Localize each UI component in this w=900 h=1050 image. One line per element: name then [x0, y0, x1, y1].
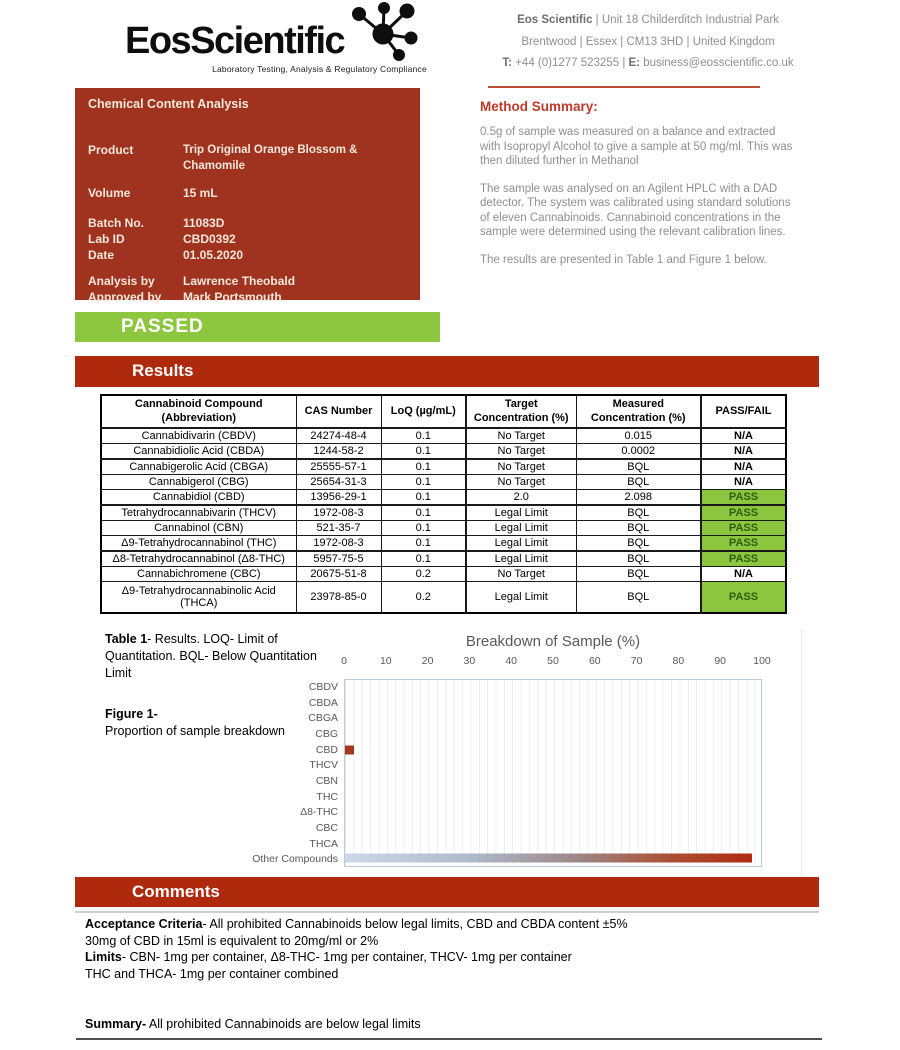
- status-cell: N/A: [701, 475, 786, 490]
- chart-category-labels: [230, 679, 338, 867]
- status-cell: N/A: [701, 459, 786, 475]
- x-tick-label: 100: [753, 655, 771, 667]
- chart-category-label: THCA: [309, 837, 338, 850]
- chart-category-label: CBC: [315, 821, 338, 834]
- comments-body: [85, 916, 805, 982]
- chart-title: Breakdown of Sample (%): [465, 633, 641, 650]
- x-tick-label: 70: [630, 655, 643, 667]
- contact-line-2: Brentwood | Essex | CM13 3HD | United Kingdom: [521, 35, 775, 48]
- table-row: Cannabinol (CBN) 521-35-7 0.1 Legal Limit BQL PASS: [101, 521, 786, 536]
- status-cell: PASS: [701, 505, 786, 521]
- figure-note: Figure 1- Proportion of sample breakdown: [105, 707, 285, 738]
- col-header-target: Target Concentration (%): [466, 395, 576, 428]
- logo-tagline: Laboratory Testing, Analysis & Regulatory Compliance: [212, 64, 427, 74]
- method-paragraph-3: The results are presented in Table 1 and Figure 1 below.: [480, 253, 767, 266]
- table-row: Cannabigerol (CBG) 25654-31-3 0.1 No Target BQL N/A: [101, 475, 786, 490]
- molecule-icon: [347, 0, 419, 62]
- logo: [125, 6, 427, 86]
- info-row-approved-by: Approved by Mark Portsmouth: [88, 290, 282, 304]
- chart-category-label: Other Compounds: [252, 853, 338, 866]
- status-cell: PASS: [701, 521, 786, 536]
- contact-line-3: T: +44 (0)1277 523255 | E: business@eosscientific.co.uk: [502, 57, 794, 69]
- method-summary-title: Method Summary:: [480, 99, 598, 114]
- chart-category-label: CBD: [315, 743, 338, 756]
- method-paragraph-2: The sample was analysed on an Agilent HPLC with a DAD detector. The system was calibrated using standard solutions of eleven Cannabinoids. Cannabinoid concentrations in the sample were determined using the relevant calibration lines.: [480, 182, 791, 238]
- status-cell: N/A: [701, 444, 786, 460]
- x-tick-label: 60: [588, 655, 601, 667]
- chart-plot-area: [344, 679, 762, 867]
- status-cell: PASS: [701, 490, 786, 506]
- chart-category-label: CBG: [315, 727, 338, 740]
- x-tick-label: 30: [463, 655, 476, 667]
- comment-line: Acceptance Criteria- All prohibited Cannabinoids below legal limits, CBD and CBDA content ±5%: [85, 917, 628, 931]
- table-row: Cannabidiolic Acid (CBDA) 1244-58-2 0.1 No Target 0.0002 N/A: [101, 444, 786, 460]
- table-row: Cannabidivarin (CBDV) 24274-48-4 0.1 No Target 0.015 N/A: [101, 428, 786, 444]
- chart-category-label: Δ8-THC: [300, 806, 338, 819]
- status-cell: N/A: [701, 567, 786, 582]
- table-row: Δ9-Tetrahydrocannabinol (THC) 1972-08-3 0.1 Legal Limit BQL PASS: [101, 536, 786, 552]
- chart-bar-Other Compounds: [345, 854, 752, 863]
- method-summary: [480, 99, 798, 267]
- status-cell: PASS: [701, 582, 786, 613]
- chart-bar-CBD: [345, 745, 354, 754]
- results-section-header: Results: [75, 356, 819, 387]
- x-tick-label: 0: [341, 655, 347, 667]
- col-header-loq: LoQ (µg/mL): [381, 395, 466, 428]
- col-header-compound: Cannabinoid Compound (Abbreviation): [101, 395, 296, 428]
- table-row: Δ8-Tetrahydrocannabinol (Δ8-THC) 5957-75-5 0.1 Legal Limit BQL PASS: [101, 551, 786, 567]
- chart-category-label: CBDA: [308, 696, 338, 709]
- status-cell: PASS: [701, 536, 786, 552]
- chemical-content-panel: [75, 88, 420, 304]
- info-row-volume: Volume 15 mL: [88, 186, 218, 200]
- info-row-batch: Batch No. 11083D: [88, 216, 225, 230]
- table-header-row: [101, 395, 786, 428]
- comment-line: Limits- CBN- 1mg per container, Δ8-THC- 1mg per container, THCV- 1mg per container: [85, 950, 572, 964]
- chart-category-label: CBGA: [308, 712, 338, 725]
- info-row-analysis-by: Analysis by Lawrence Theobald: [88, 274, 296, 288]
- contact-line-1: Eos Scientific | Unit 18 Childerditch Industrial Park: [517, 14, 779, 26]
- status-badge-passed: PASSED: [75, 312, 440, 342]
- x-tick-label: 40: [505, 655, 518, 667]
- method-paragraph-1: 0.5g of sample was measured on a balance and extracted with Isopropyl Alcohol to give a sample at 50 mg/ml. This was then diluted further in Methanol: [480, 126, 793, 167]
- info-row-product: Product Trip Original Orange Blossom & Chamomile: [88, 143, 358, 172]
- chart-category-label: THCV: [309, 759, 338, 772]
- comment-line: THC and THCA- 1mg per container combined: [85, 966, 339, 981]
- summary-line: Summary- All prohibited Cannabinoids are below legal limits: [85, 1017, 421, 1031]
- panel-title: Chemical Content Analysis: [88, 97, 249, 111]
- chart-category-label: CBDV: [308, 680, 338, 693]
- contact-info: [468, 10, 828, 75]
- status-cell: N/A: [701, 428, 786, 444]
- x-tick-label: 80: [672, 655, 685, 667]
- breakdown-chart: [230, 628, 802, 880]
- table-row: Cannabichromene (CBC) 20675-51-8 0.2 No Target BQL N/A: [101, 567, 786, 582]
- col-header-passfail: PASS/FAIL: [701, 395, 786, 428]
- table-row: Δ9-Tetrahydrocannabinolic Acid (THCA) 23978-85-0 0.2 Legal Limit BQL PASS: [101, 582, 786, 613]
- x-tick-label: 50: [547, 655, 559, 667]
- bottom-rule: [76, 1038, 822, 1040]
- chart-x-axis: [341, 655, 771, 671]
- results-table: [100, 394, 787, 614]
- status-cell: PASS: [701, 551, 786, 567]
- comments-section-header: Comments: [75, 877, 819, 907]
- chart-category-label: THC: [316, 790, 338, 803]
- info-row-labid: Lab ID CBD0392: [88, 232, 236, 246]
- header-divider: [488, 86, 760, 88]
- x-tick-label: 10: [379, 655, 392, 667]
- chart-category-label: CBN: [315, 774, 338, 787]
- col-header-measured: Measured Concentration (%): [576, 395, 701, 428]
- x-tick-label: 90: [714, 655, 727, 667]
- info-row-date: Date 01.05.2020: [88, 248, 244, 262]
- col-header-cas: CAS Number: [296, 395, 381, 428]
- logo-wordmark: EosScientific: [125, 20, 345, 62]
- comment-line: 30mg of CBD in 15ml is equivalent to 20mg/ml or 2%: [85, 933, 379, 948]
- table-note: Table 1- Results. LOQ- Limit of Quantitation. BQL- Below Quantitation Limit: [105, 632, 317, 680]
- table-row: Cannabidiol (CBD) 13956-29-1 0.1 2.0 2.098 PASS: [101, 490, 786, 506]
- table-row: Cannabigerolic Acid (CBGA) 25555-57-1 0.1 No Target BQL N/A: [101, 459, 786, 475]
- table-row: Tetrahydrocannabivarin (THCV) 1972-08-3 0.1 Legal Limit BQL PASS: [101, 505, 786, 521]
- x-tick-label: 20: [421, 655, 434, 667]
